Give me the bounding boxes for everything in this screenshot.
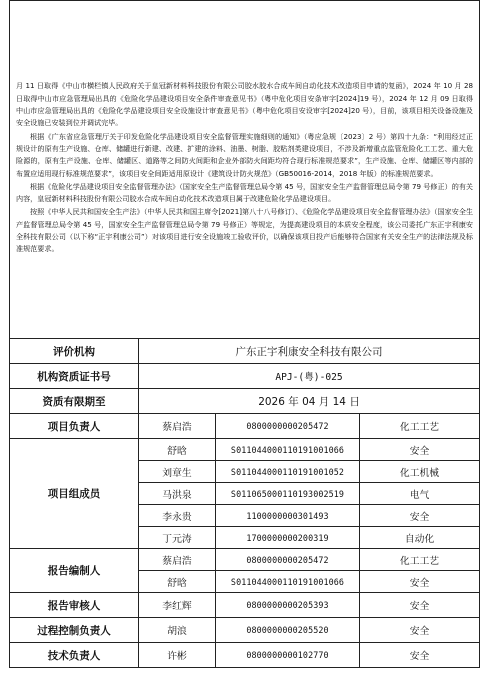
validity-label: 资质有限期至 xyxy=(10,389,139,414)
intro-paragraph: 月 11 日取得《中山市横栏镇人民政府关于皇冠新材料科技股份有限公司胶水胶水合成车间自动化技术改造项目申请的复函》，2024 年 10 月 28 日取得中山市应急管理局出具的《危险化学品建设项目安全条件审查意见书》（粤中危化项目安条审字[2024]19 号），2024 年 12 月 09 日取得中山市应急管理局出具的《危险化学品建设项目安全设施设计审查意见书》（粤中危化项目安设审字[2024]20 号），目前，该项目相关设备设施及安全设施已安装到位并调试完毕。 xyxy=(16,81,474,128)
intro-paragraph: 根据《广东省应急管理厅关于印发危险化学品建设项目安全监督管理实施细则的通知》（粤应急规〔2023〕2 号）第四十九条：“利用经过正规设计的原有生产设施、仓库、储罐进行新建、改建、扩建的涂料、油墨、树脂、胶粘剂类建设项目，不涉及新增重点监管危险化工工艺、重大危险源的，原有生产设施、仓库、储罐区、道路等之间防火间距和企业外部防火间距均符合现行标准规范要求”，生产设施、仓库、储罐区等内部的布置应适用现行标准规范要求”，该项目安全间距适用原设计《建筑设计防火规范》（GB50016-2014，2018 年版）的标准规范要求。 xyxy=(16,131,474,178)
person-specialty: 安全 xyxy=(360,593,480,618)
intro-paragraph: 根据《危险化学品建设项目安全监督管理办法》（国家安全生产监督管理总局令第 45 号，国家安全生产监督管理总局令第 79 号修正）的有关内容，皇冠新材料科技股份有限公司胶水合成车间自动化技术改造项目属于改建危险化学品建设项目。 xyxy=(16,181,474,204)
personnel-table xyxy=(9,0,480,668)
team-label: 项目组成员 xyxy=(10,439,139,549)
eval-org-row xyxy=(10,339,480,364)
validity-value: 2026 年 04 月 14 日 xyxy=(139,389,480,414)
person-specialty: 化工工艺 xyxy=(360,549,480,571)
person-name: 舒晗 xyxy=(139,571,216,593)
person-cert: S011044000110191001066 xyxy=(216,571,360,593)
cert-no-value: APJ-(粤)-025 xyxy=(139,364,480,389)
project-lead-label: 项目负责人 xyxy=(10,414,139,439)
eval-org-value: 广东正宇利康安全科技有限公司 xyxy=(139,339,480,364)
person-specialty: 化工工艺 xyxy=(360,414,480,439)
report-reviewer-label: 报告审核人 xyxy=(10,593,139,618)
table-row xyxy=(10,593,480,618)
person-cert: S011044000110191001052 xyxy=(216,461,360,483)
validity-row xyxy=(10,389,480,414)
person-cert: 0800000000102770 xyxy=(216,643,360,668)
person-name: 刘章生 xyxy=(139,461,216,483)
person-specialty: 安全 xyxy=(360,618,480,643)
person-specialty: 安全 xyxy=(360,505,480,527)
person-name: 蔡启浩 xyxy=(139,414,216,439)
report-author-label: 报告编制人 xyxy=(10,549,139,593)
person-cert: S011065000110193002519 xyxy=(216,483,360,505)
table-row xyxy=(10,549,480,571)
person-cert: 0800000000205393 xyxy=(216,593,360,618)
intro-row xyxy=(10,1,480,339)
person-name: 舒晗 xyxy=(139,439,216,461)
person-cert: 0800000000205472 xyxy=(216,414,360,439)
intro-paragraph: 按照《中华人民共和国安全生产法》（中华人民共和国主席令[2021]第八十八号修订）、《危险化学品建设项目安全监督管理办法》（国家安全生产监督管理总局令第 45 号，国家安全生产监督管理总局令第 79 号修正）等规定，为提高建设项目的本质安全程度，该公司委托广东正宇利康安全科技有限公司（以下称“正宇利康公司”）对该项目进行安全设施竣工验收评价，以确保该项目投产后能够符合国家有关安全生产的法律法规及标准规范要求。 xyxy=(16,207,474,254)
person-specialty: 电气 xyxy=(360,483,480,505)
table-row xyxy=(10,643,480,668)
cert-no-row xyxy=(10,364,480,389)
eval-org-label: 评价机构 xyxy=(10,339,139,364)
person-specialty: 自动化 xyxy=(360,527,480,549)
person-cert: 1100000000301493 xyxy=(216,505,360,527)
cert-no-label: 机构资质证书号 xyxy=(10,364,139,389)
person-cert: 0800000000205472 xyxy=(216,549,360,571)
person-specialty: 安全 xyxy=(360,643,480,668)
person-name: 蔡启浩 xyxy=(139,549,216,571)
table-row xyxy=(10,618,480,643)
tech-lead-label: 技术负责人 xyxy=(10,643,139,668)
person-name: 许彬 xyxy=(139,643,216,668)
person-name: 胡浪 xyxy=(139,618,216,643)
person-cert: 0800000000205520 xyxy=(216,618,360,643)
table-row xyxy=(10,439,480,461)
intro-cell xyxy=(10,1,480,339)
table-row xyxy=(10,414,480,439)
person-specialty: 化工机械 xyxy=(360,461,480,483)
person-name: 丁元涛 xyxy=(139,527,216,549)
person-name: 马洪泉 xyxy=(139,483,216,505)
person-specialty: 安全 xyxy=(360,439,480,461)
person-name: 李永贵 xyxy=(139,505,216,527)
person-name: 李红辉 xyxy=(139,593,216,618)
person-cert: S011044000110191001066 xyxy=(216,439,360,461)
person-specialty: 安全 xyxy=(360,571,480,593)
person-cert: 1700000000200319 xyxy=(216,527,360,549)
process-control-label: 过程控制负责人 xyxy=(10,618,139,643)
